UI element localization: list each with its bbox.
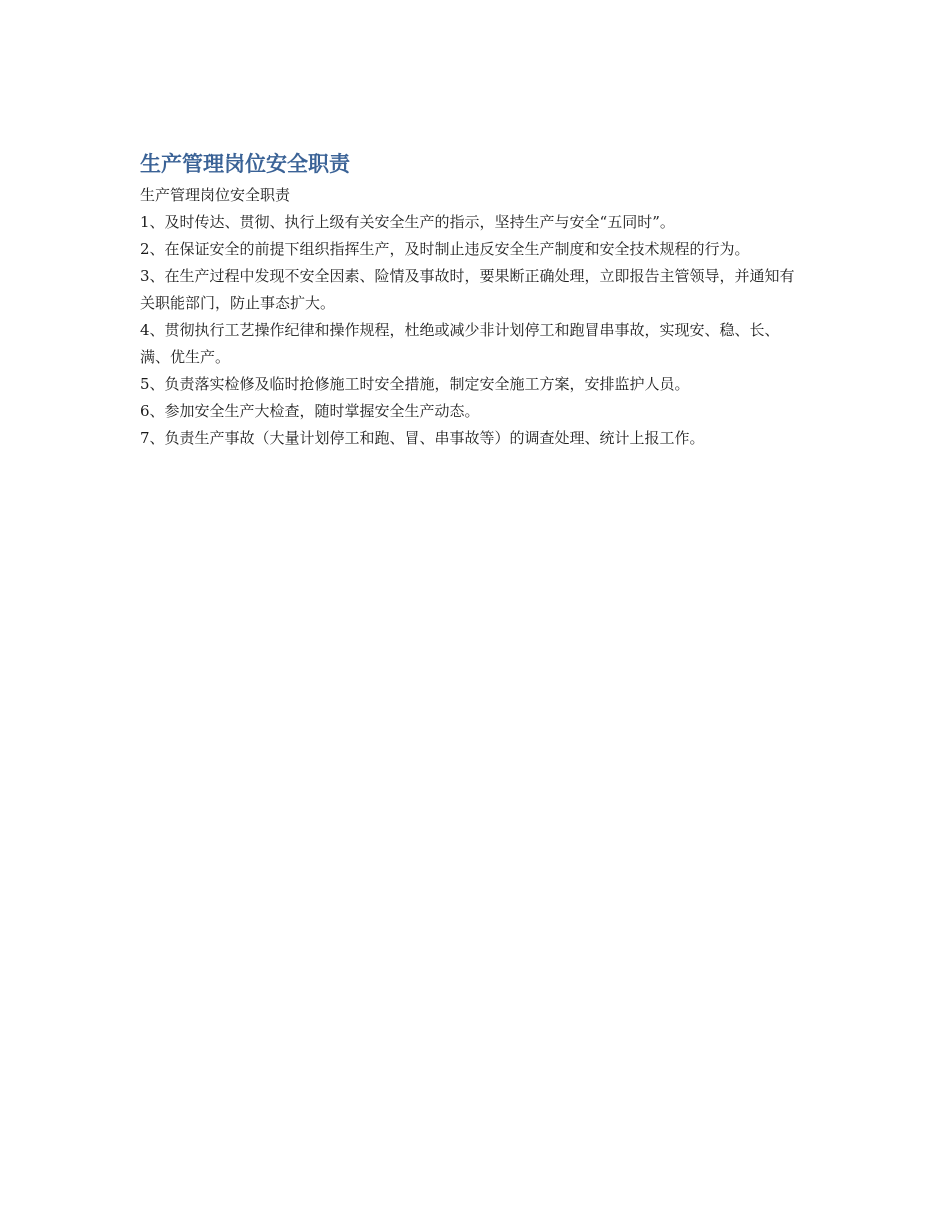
responsibility-list (140, 209, 805, 452)
list-item: 4、贯彻执行工艺操作纪律和操作规程，杜绝或减少非计划停工和跑冒串事故，实现安、稳、长、满、优生产。 (140, 321, 780, 366)
list-item: 2、在保证安全的前提下组织指挥生产，及时制止违反安全生产制度和安全技术规程的行为。 (140, 240, 750, 258)
list-item: 6、参加安全生产大检查，随时掌握安全生产动态。 (140, 402, 480, 420)
document-body (140, 148, 805, 452)
document-subtitle: 生产管理岗位安全职责 (140, 186, 291, 204)
list-item: 7、负责生产事故（大量计划停工和跑、冒、串事故等）的调查处理、统计上报工作。 (140, 429, 705, 447)
list-item: 3、在生产过程中发现不安全因素、险情及事故时，要果断正确处理，立即报告主管领导，并通知有关职能部门，防止事态扩大。 (140, 267, 795, 312)
list-item: 5、负责落实检修及临时抢修施工时安全措施，制定安全施工方案，安排监护人员。 (140, 375, 690, 393)
list-item: 1、及时传达、贯彻、执行上级有关安全生产的指示，坚持生产与安全“五同时”。 (140, 213, 675, 231)
document-title: 生产管理岗位安全职责 (140, 152, 350, 176)
